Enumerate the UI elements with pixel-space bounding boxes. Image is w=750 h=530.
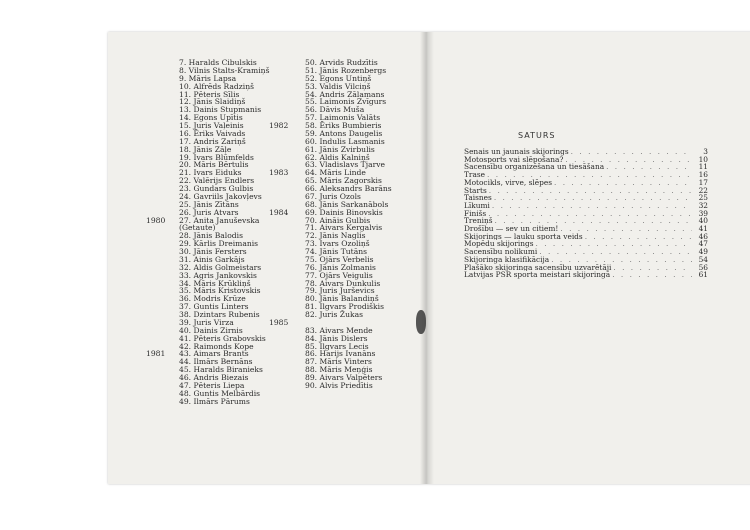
entry-name: 84. Jānis Dislers bbox=[305, 333, 368, 343]
year-label bbox=[146, 59, 179, 67]
toc-entry-label: Skijoringa klasifikācija bbox=[464, 255, 550, 264]
entry-name: 85. Ilgvars Lecis bbox=[305, 341, 369, 351]
year-label bbox=[146, 248, 179, 256]
left-page bbox=[108, 32, 428, 484]
year-label bbox=[146, 91, 179, 99]
masters-list-column-2 bbox=[269, 59, 419, 390]
toc-entry-label: Drošību — sev un citiem! bbox=[464, 225, 559, 233]
year-label bbox=[269, 350, 305, 358]
year-label bbox=[269, 83, 305, 91]
year-label: 1983 bbox=[269, 168, 289, 178]
toc-entry bbox=[464, 256, 708, 264]
year-label bbox=[269, 240, 305, 248]
entry-name: 79. Juris Jurševics bbox=[305, 286, 375, 296]
toc-entry-label: Latvijas PSR sporta meistari skijoringā bbox=[464, 271, 611, 279]
entry-name: 63. Vladislavs Tjarve bbox=[305, 160, 386, 170]
year-label bbox=[146, 75, 179, 83]
year-label bbox=[269, 256, 305, 264]
toc-entry-label: Plašāko skijoringa sacensību uzvarētāji bbox=[464, 263, 612, 272]
entry-name: 61. Jānis Zvirbulis bbox=[305, 144, 375, 154]
toc-entry-label: Motosports vai slēpošana? bbox=[464, 155, 564, 164]
year-label bbox=[146, 280, 179, 288]
toc-leader-dots bbox=[485, 171, 692, 179]
toc-page-number: 41 bbox=[698, 225, 708, 233]
toc-page-number: 61 bbox=[698, 271, 708, 279]
year-label bbox=[146, 130, 179, 138]
toc-entry-label: Mopēdu skijorings bbox=[464, 240, 534, 249]
year-label bbox=[269, 130, 305, 138]
toc-entry-label: Taisnes bbox=[464, 194, 492, 202]
entry-name: 90. Alvis Priedītis bbox=[305, 380, 373, 390]
toc-page-number: 54 bbox=[698, 255, 708, 264]
ink-blot bbox=[416, 310, 426, 334]
toc-leader-dots bbox=[611, 264, 692, 272]
entry-name: 76. Jānis Zolmanis bbox=[305, 262, 376, 272]
entry-name: 38. Dzintars Rubenis bbox=[179, 310, 260, 319]
entry-name: 66. Aleksandrs Barāns bbox=[305, 184, 392, 193]
year-label bbox=[146, 146, 179, 154]
toc-entry-label: Senais un jaunais skijorings bbox=[464, 148, 569, 156]
year-label bbox=[146, 177, 179, 185]
entry-name: 21. Ivars Eiduks bbox=[179, 168, 242, 178]
year-label bbox=[146, 201, 179, 209]
entry-name: 89. Aivars Valpēters bbox=[305, 373, 383, 382]
year-label bbox=[146, 122, 179, 130]
entry-name: 28. Jānis Balodis bbox=[179, 231, 243, 241]
book-spread bbox=[108, 32, 750, 484]
year-label bbox=[146, 295, 179, 303]
toc-leader-dots bbox=[583, 233, 692, 241]
toc-entry bbox=[464, 148, 708, 156]
list-item bbox=[146, 398, 296, 406]
entry-name: 36. Modris Krūze bbox=[179, 294, 246, 304]
toc-entry bbox=[464, 194, 708, 202]
year-label bbox=[269, 224, 305, 232]
year-label bbox=[269, 248, 305, 256]
year-label: 1982 bbox=[269, 121, 289, 130]
entry-name: 67. Juris Ozols bbox=[305, 191, 361, 201]
entry-name: 49. Ilmārs Pārums bbox=[179, 396, 250, 406]
entry-name: 65. Māris Zagorskis bbox=[305, 176, 382, 186]
toc-entry bbox=[464, 233, 708, 241]
year-label bbox=[269, 75, 305, 83]
year-label bbox=[146, 169, 179, 177]
toc-leader-dots bbox=[534, 240, 692, 248]
entry-name: 57. Laimonis Valāts bbox=[305, 113, 381, 123]
year-label bbox=[146, 256, 179, 264]
toc-leader-dots bbox=[486, 210, 692, 218]
year-label bbox=[269, 358, 305, 366]
year-label bbox=[269, 217, 305, 225]
entry-name: 22. Valērijs Endlers bbox=[179, 176, 255, 186]
toc-leader-dots bbox=[490, 202, 692, 210]
year-label bbox=[146, 138, 179, 146]
year-label bbox=[146, 272, 179, 280]
toc-entry bbox=[464, 202, 708, 210]
entry-name: 20. Māris Bērtulis bbox=[179, 160, 249, 170]
toc-entry bbox=[464, 179, 708, 187]
year-label bbox=[146, 185, 179, 193]
year-label bbox=[269, 185, 305, 193]
entry-name: 71. Aivars Kergalvis bbox=[305, 223, 383, 233]
year-label bbox=[146, 106, 179, 114]
entry-name: 74. Jānis Tutāns bbox=[305, 247, 368, 256]
entry-name: 7. Haralds Cibulskis bbox=[179, 58, 257, 67]
toc-entry-label: Motocikls, virve, slēpes bbox=[464, 178, 553, 187]
year-label bbox=[269, 154, 305, 162]
toc-entry bbox=[464, 210, 708, 218]
toc-page-number: 32 bbox=[698, 201, 708, 210]
toc-leader-dots bbox=[492, 194, 692, 202]
year-label bbox=[269, 91, 305, 99]
year-label bbox=[269, 295, 305, 303]
entry-name: 59. Antons Daugelis bbox=[305, 128, 383, 138]
entry-name: 25. Jānis Zītāns bbox=[179, 199, 239, 209]
entry-name: 81. Ilgvars Prodiškis bbox=[305, 302, 384, 312]
year-label bbox=[269, 59, 305, 67]
toc-title: SATURS bbox=[518, 131, 556, 140]
entry-name: 24. Gavriils Jakovļevs bbox=[179, 191, 262, 201]
entry-name: 43. Aimars Brants bbox=[179, 349, 249, 359]
entry-name: 40. Dainis Zirnis bbox=[179, 325, 243, 335]
year-label bbox=[146, 193, 179, 201]
year-label bbox=[146, 154, 179, 162]
entry-name: 58. Ēriks Bumbieris bbox=[305, 121, 382, 130]
entry-name: 18. Jānis Zāļe bbox=[179, 144, 232, 154]
year-label bbox=[146, 240, 179, 248]
year-label bbox=[269, 382, 305, 390]
year-label bbox=[269, 106, 305, 114]
toc-page-number: 40 bbox=[698, 217, 708, 226]
right-page bbox=[434, 32, 750, 484]
toc-entry bbox=[464, 271, 708, 279]
toc-leader-dots bbox=[552, 179, 692, 187]
entry-name: 15. Juris Vaļeinis bbox=[179, 121, 244, 130]
year-label bbox=[269, 67, 305, 75]
entry-name: 31. Ainis Garkājs bbox=[179, 254, 245, 264]
entry-name: 75. Ojārs Verbelis bbox=[305, 254, 374, 264]
toc-leader-dots bbox=[487, 187, 692, 195]
toc-entry bbox=[464, 217, 708, 225]
year-label bbox=[146, 114, 179, 122]
year-label bbox=[146, 287, 179, 295]
entry-name: 14. Egons Upītis bbox=[179, 113, 243, 123]
entry-name: 86. Harijs Ivanāns bbox=[305, 349, 376, 359]
year-label bbox=[269, 232, 305, 240]
entry-name: 16. Ēriks Vaivads bbox=[179, 128, 246, 138]
entry-name: 9. Māris Lapsa bbox=[179, 73, 237, 83]
year-label bbox=[146, 224, 179, 232]
toc-page-number: 39 bbox=[698, 209, 708, 218]
year-label bbox=[146, 98, 179, 106]
toc-leader-dots bbox=[558, 225, 692, 233]
toc-page-number: 49 bbox=[698, 248, 708, 256]
book-gutter bbox=[420, 32, 434, 484]
year-label bbox=[269, 374, 305, 382]
entry-name: 39. Juris Virza bbox=[179, 317, 234, 327]
toc-entry-label: Finišs bbox=[464, 209, 487, 218]
year-label bbox=[146, 366, 179, 374]
toc-entry bbox=[464, 240, 708, 248]
toc-entry bbox=[464, 225, 708, 233]
year-label bbox=[146, 382, 179, 390]
entry-name: 44. Ilmārs Bernāns bbox=[179, 357, 253, 367]
entry-name: 45. Haralds Biranieks bbox=[179, 365, 263, 375]
entry-name: (Getaute) bbox=[179, 223, 216, 233]
entry-name: 50. Arvids Rudzītis bbox=[305, 58, 378, 67]
entry-name: 10. Alfrēds Radziņš bbox=[179, 81, 255, 91]
toc-entry bbox=[464, 163, 708, 171]
year-label bbox=[269, 366, 305, 374]
year-label bbox=[269, 138, 305, 146]
toc-page-number: 46 bbox=[698, 232, 708, 241]
entry-name: 51. Jānis Rozenbergs bbox=[305, 65, 387, 75]
entry-name: 48. Guntis Melbārdis bbox=[179, 388, 261, 398]
toc-entry bbox=[464, 248, 708, 256]
entry-name: 73. Ivars Ozoliņš bbox=[305, 239, 370, 249]
entry-name: 29. Kārlis Dreimanis bbox=[179, 239, 259, 249]
entry-name: 77. Ojārs Veigulis bbox=[305, 270, 373, 280]
entry-name: 13. Dainis Stupmanis bbox=[179, 105, 262, 115]
entry-name: 53. Valdis Vilciņš bbox=[305, 81, 371, 91]
year-label bbox=[146, 390, 179, 398]
entry-name: 42. Raimonds Kope bbox=[179, 341, 254, 351]
entry-name: 47. Pēteris Liepa bbox=[179, 380, 245, 390]
entry-name: 82. Juris Žukas bbox=[305, 310, 363, 319]
toc-entry-label: Sacensību organizēšana un tiesāšana bbox=[464, 163, 605, 172]
toc-leader-dots bbox=[563, 156, 692, 164]
toc-entry-label: Trase bbox=[464, 171, 486, 179]
year-label: 1980 bbox=[146, 215, 166, 225]
toc-page-number: 17 bbox=[698, 178, 708, 187]
entry-name: 32. Aldis Golmeistars bbox=[179, 262, 262, 272]
entry-name: 62. Aldis Kalniņš bbox=[305, 152, 370, 162]
entry-name: 8. Vilnis Stalts-Kramiņš bbox=[179, 65, 270, 75]
entry-name: 41. Pēteris Grabovskis bbox=[179, 333, 266, 343]
entry-name: 17. Andris Zariņš bbox=[179, 136, 246, 146]
entry-name: 19. Ivars Blūmfelds bbox=[179, 152, 254, 162]
year-label bbox=[146, 374, 179, 382]
toc-entry-label: Līkumi bbox=[464, 201, 490, 210]
entry-name: 78. Aivars Dunkulis bbox=[305, 278, 381, 288]
entry-name: 12. Jānis Slaidiņš bbox=[179, 97, 246, 107]
year-label bbox=[269, 272, 305, 280]
entry-name: 83. Aivars Mende bbox=[305, 325, 373, 335]
year-label bbox=[146, 327, 179, 335]
year-label: 1984 bbox=[269, 207, 289, 217]
year-label: 1981 bbox=[146, 349, 166, 359]
toc-page-number: 10 bbox=[698, 155, 708, 164]
year-label bbox=[146, 264, 179, 272]
toc-page-number: 25 bbox=[698, 194, 708, 202]
toc-page-number: 11 bbox=[698, 163, 708, 172]
year-label bbox=[146, 358, 179, 366]
entry-name: 34. Māris Krūkliņš bbox=[179, 278, 251, 288]
year-label bbox=[269, 146, 305, 154]
toc-page-number: 22 bbox=[698, 186, 708, 195]
toc-page-number: 16 bbox=[698, 171, 708, 179]
entry-name: 70. Aināis Gulbis bbox=[305, 215, 371, 225]
toc-entry bbox=[464, 171, 708, 179]
year-label bbox=[269, 280, 305, 288]
toc-entry bbox=[464, 156, 708, 164]
year-label bbox=[269, 335, 305, 343]
entry-name: 87. Māris Vinters bbox=[305, 357, 372, 367]
toc-leader-dots bbox=[610, 271, 692, 279]
year-label bbox=[269, 303, 305, 311]
toc-entry-label: Skijorings — lauku sporta veids bbox=[464, 232, 583, 241]
entry-name: 46. Andris Biezais bbox=[179, 373, 249, 382]
entry-name: 26. Juris Atvars bbox=[179, 207, 239, 217]
toc-leader-dots bbox=[549, 256, 692, 264]
year-label bbox=[269, 193, 305, 201]
list-item bbox=[269, 311, 419, 319]
toc-page-number: 47 bbox=[698, 240, 708, 249]
entry-name: 11. Pēteris Sīlis bbox=[179, 89, 240, 99]
toc-entry bbox=[464, 264, 708, 272]
toc-leader-dots bbox=[569, 148, 692, 156]
year-label bbox=[269, 327, 305, 335]
year-label bbox=[146, 83, 179, 91]
year-label bbox=[146, 398, 179, 406]
entry-name: 54. Andris Zālamans bbox=[305, 89, 385, 99]
list-item bbox=[269, 382, 419, 390]
entry-name: 52. Egons Untiņš bbox=[305, 73, 372, 83]
year-label bbox=[269, 264, 305, 272]
toc-entry-label: Sacensību nolikumi bbox=[464, 248, 538, 256]
toc-page-number: 3 bbox=[703, 148, 708, 156]
year-label bbox=[269, 287, 305, 295]
year-label bbox=[269, 177, 305, 185]
toc-entry-label: Treniņš bbox=[464, 217, 493, 226]
year-label bbox=[146, 311, 179, 319]
table-of-contents bbox=[464, 148, 708, 279]
entry-name: 80. Jānis Balandiņš bbox=[305, 294, 379, 304]
entry-name: 60. Indulis Lasmanis bbox=[305, 136, 385, 146]
entry-name: 30. Jānis Fersters bbox=[179, 247, 247, 256]
year-label bbox=[146, 67, 179, 75]
entry-name: 72. Jānis Naglis bbox=[305, 231, 366, 241]
entry-name: 37. Guntis Linters bbox=[179, 302, 249, 312]
toc-leader-dots bbox=[537, 248, 692, 256]
entry-name: 35. Māris Kristovskis bbox=[179, 286, 261, 296]
year-label bbox=[146, 319, 179, 327]
toc-entry-label: Starts bbox=[464, 186, 487, 195]
entry-name: 56. Dāvis Muša bbox=[305, 105, 365, 115]
toc-entry bbox=[464, 187, 708, 195]
entry-name: 64. Māris Linde bbox=[305, 168, 366, 178]
toc-leader-dots bbox=[493, 217, 692, 225]
entry-name: 23. Gundars Gulbis bbox=[179, 184, 254, 193]
year-label bbox=[269, 98, 305, 106]
entry-name: 33. Agris Jankovskis bbox=[179, 270, 257, 280]
year-label bbox=[146, 335, 179, 343]
entry-name: 69. Dainis Binovskis bbox=[305, 207, 383, 217]
entry-name: 88. Māris Meņģis bbox=[305, 365, 373, 375]
entry-name: 27. Anita Januševska bbox=[179, 215, 260, 225]
year-label bbox=[146, 303, 179, 311]
toc-page-number: 56 bbox=[698, 263, 708, 272]
toc-leader-dots bbox=[604, 163, 692, 171]
entry-name: 55. Laimonis Zvīgurs bbox=[305, 97, 387, 107]
entry-name: 68. Jānis Sarkanābols bbox=[305, 199, 389, 209]
year-label bbox=[146, 161, 179, 169]
year-label bbox=[269, 343, 305, 351]
year-label: 1985 bbox=[269, 317, 289, 327]
year-label bbox=[146, 232, 179, 240]
